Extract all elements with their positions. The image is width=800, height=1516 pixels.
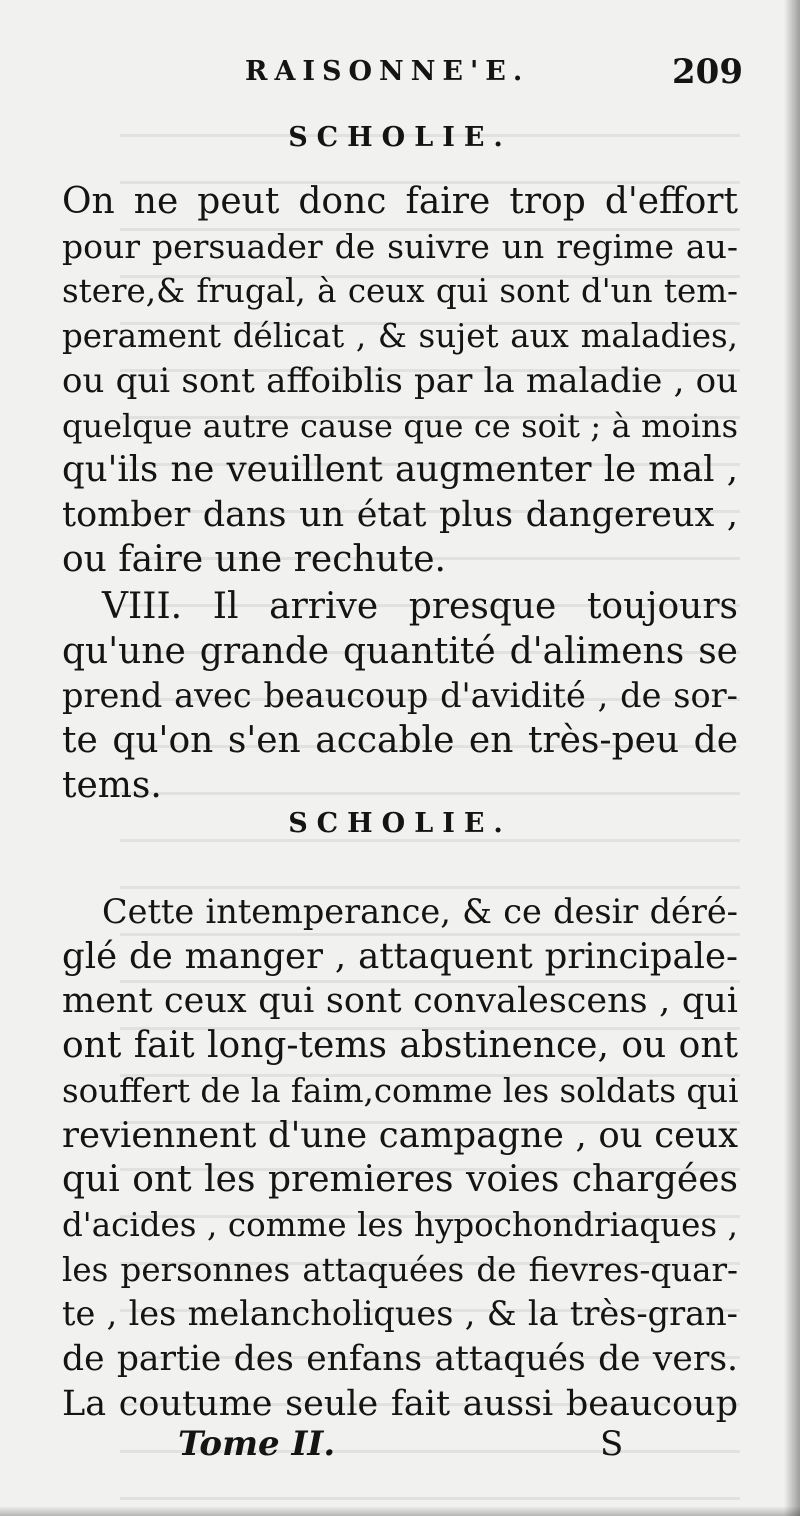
paragraph-scholie-1 [62,180,738,582]
text-line: qu'une grande quantité d'alimens se [62,630,738,672]
text-line: qu'ils ne veuillent augmenter le mal , [62,449,738,491]
text-line: On ne peut donc faire trop d'effort [62,181,738,222]
page-number: 209 [672,52,743,92]
section-heading-scholie-1: SCHOLIE. [288,122,512,153]
text-line: pour persuader de suivre un regime au- [62,226,738,266]
text-line: prend avec beaucoup d'avidité , de sor- [62,676,738,716]
text-line: ou qui sont affoiblis par la maladie , ou [62,360,738,401]
text-line: les personnes attaquées de fievres-quar- [62,1250,738,1289]
volume-label: Tome II. [178,1424,336,1464]
text-line: souffert de la faim,comme les soldats qui [62,1071,739,1110]
text-line: ment ceux qui sont convalescens , qui [62,981,738,1022]
text-line: stere,& frugal, à ceux qui sont d'un tem- [62,272,738,311]
text-line: te qu'on s'en accable en très-peu de [62,720,738,762]
text-line: quelque autre cause que ce soit ; à moins [62,406,738,445]
page-footer [0,1424,800,1474]
page-bottom-shadow [0,1506,800,1516]
text-line: qui ont les premieres voies chargées [62,1159,738,1201]
section-heading-scholie-2: SCHOLIE. [288,808,512,839]
running-head [0,52,800,96]
text-line: perament délicat , & sujet aux maladies, [62,317,738,356]
page-edge-shadow [784,0,800,1516]
paragraph-scholie-2 [62,890,738,1426]
text-line: ou faire une rechute. [62,538,446,580]
text-line: Cette intemperance, & ce desir déré- [102,892,738,931]
paragraph-article-viii [62,585,738,809]
text-line: te , les melancholiques , & la très-gran- [62,1294,738,1334]
text-line: tems. [62,764,162,806]
text-line: reviennent d'une campagne , ou ceux [62,1114,738,1156]
text-line: ont fait long-tems abstinence, ou ont [62,1025,738,1067]
text-line: tomber dans un état plus dangereux , [62,494,738,535]
text-line: VIII. Il arrive presque toujours [102,586,738,627]
text-line: de partie des enfans attaqués de vers. [62,1339,738,1380]
running-title: RAISONNE'E. [245,56,530,87]
signature-mark: S [600,1424,624,1464]
text-line: glé de manger , attaquent principale- [62,935,738,977]
text-line: d'acides , comme les hypochondriaques , [62,1205,738,1244]
text-line: La coutume seule fait aussi beaucoup [62,1383,738,1424]
